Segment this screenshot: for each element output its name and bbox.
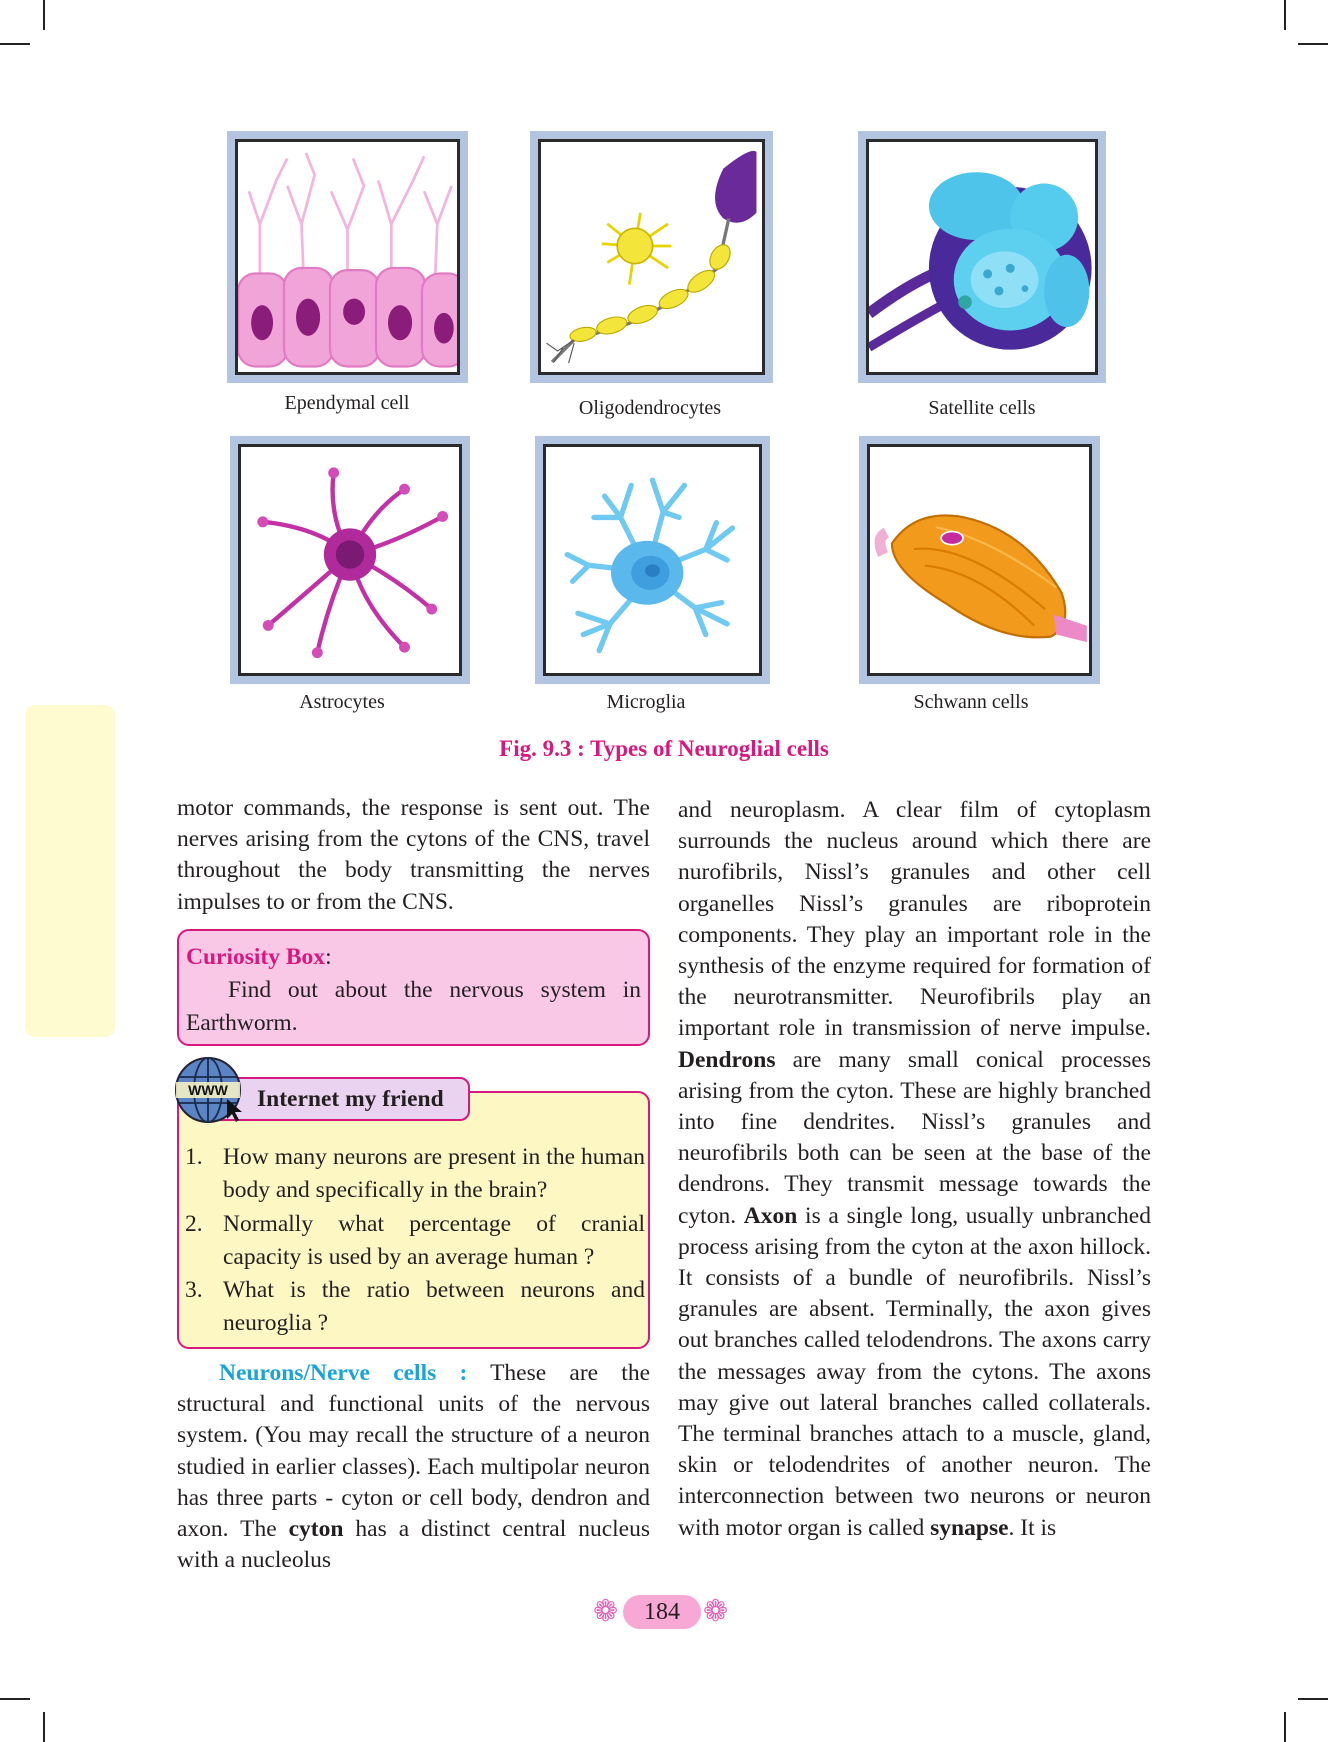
neurons-paragraph — [177, 1358, 650, 1576]
satellite-cell-illustration — [869, 142, 1095, 372]
internet-box-heading: Internet my friend — [200, 1077, 470, 1121]
globe-www-icon — [173, 1055, 247, 1129]
page-number-badge — [593, 1591, 733, 1633]
right-text: . It is — [1008, 1514, 1057, 1541]
neurons-section — [177, 1358, 650, 1576]
question-item — [185, 1141, 645, 1208]
figure-satellite-cells — [858, 131, 1106, 383]
crop-mark — [0, 43, 30, 45]
right-text: is a single long, usually unbranched process arising from the cyton at the axon hillock. It consists of a bundle of neurofibrils. Nissl’s granules are absent. Terminally, the axon gives out branches called telodendrons. The axons carry the messages away from the cytons. The axons may give out lateral branches called collaterals. The terminal branches attach to a muscle, gland, skin or telodendrites of another neuron. The interconnection between two neurons or neuron with motor organ is called — [678, 1202, 1151, 1541]
question-text: Normally what percentage of cranial capacity is used by an average human ? — [223, 1210, 645, 1270]
right-column — [678, 795, 1151, 1544]
term-synapse: synapse — [930, 1514, 1009, 1541]
caption-schwann-cells: Schwann cells — [913, 691, 1029, 713]
crop-mark — [43, 1712, 45, 1742]
crop-mark — [1284, 1712, 1286, 1742]
globe-www-label: WWW — [188, 1082, 228, 1098]
crop-mark — [1284, 0, 1286, 30]
caption-microglia: Microglia — [606, 691, 686, 713]
question-number: 1. — [185, 1144, 203, 1170]
caption-astrocytes: Astrocytes — [299, 691, 385, 713]
term-dendrons: Dendrons — [678, 1046, 776, 1073]
curiosity-box — [177, 929, 650, 1046]
flower-ornament-icon: ❁ — [703, 1595, 729, 1628]
crop-mark — [1298, 1698, 1328, 1700]
crop-mark — [1298, 43, 1328, 45]
oligodendrocyte-illustration — [541, 142, 762, 372]
neurons-term: Neurons/Nerve cells : — [219, 1360, 468, 1386]
crop-mark — [43, 0, 45, 30]
intro-paragraph: motor commands, the response is sent out. The nerves arising from the cytons of the CNS, travel throughout the body transmitting the nerves impulses to or from the CNS. — [177, 795, 650, 915]
neurons-text: has a distinct central nucleus with a nucleolus — [177, 1516, 650, 1574]
figure-title: Fig. 9.3 : Types of Neuroglial cells — [499, 736, 829, 761]
left-column — [177, 793, 650, 918]
caption-ependymal-cell: Ependymal cell — [284, 392, 410, 414]
question-number: 2. — [185, 1210, 203, 1237]
astrocyte-illustration — [241, 447, 459, 673]
question-text: What is the ratio between neurons and neuroglia ? — [223, 1277, 645, 1337]
question-item — [185, 1208, 645, 1275]
caption-satellite-cells: Satellite cells — [928, 397, 1036, 419]
figure-schwann-cells — [859, 436, 1100, 684]
caption-oligodendrocytes: Oligodendrocytes — [578, 397, 722, 419]
term-axon: Axon — [743, 1202, 798, 1229]
figure-microglia — [535, 436, 770, 684]
figure-ependymal-cell — [227, 131, 468, 383]
question-item — [185, 1274, 645, 1341]
figure-oligodendrocytes — [530, 131, 773, 383]
neurons-text: These are the structural and functional units of the nervous system. (You may recall the structure of a neuron studied in earlier classes). Each multipolar neuron has three parts - cyton or cell body, dendron and axon. The — [177, 1360, 650, 1543]
right-text: and neuroplasm. A clear film of cytoplasm surrounds the nucleus around which there are nurofibrils, Nissl’s granules and other cell organelles Nissl’s granules are riboprotein components. They play an important role in the synthesis of the enzyme required for formation of the neurotransmitter. Neurofibrils play an important role in transmission of nerve impulse. — [678, 797, 1151, 1042]
curiosity-box-colon: : — [325, 944, 332, 970]
question-number: 3. — [185, 1277, 203, 1304]
microglia-illustration — [546, 447, 759, 673]
curiosity-box-text: Find out about the nervous system in Earthworm. — [186, 977, 641, 1036]
right-text: are many small conical processes arising from the cyton. These are highly branched into fine dendrites. Nissl’s granules and neurofibrils both can be seen at the base of the dendrons. They transmit message towards the cyton. — [678, 1046, 1151, 1229]
page-number: 184 — [623, 1595, 701, 1629]
crop-mark — [0, 1698, 30, 1700]
question-text: How many neurons are present in the human body and specifically in the brain? — [223, 1144, 645, 1204]
curiosity-box-heading: Curiosity Box — [186, 944, 326, 970]
ependymal-cell-illustration — [238, 142, 457, 372]
right-paragraph — [678, 795, 1151, 1544]
question-list — [185, 1141, 645, 1341]
figure-astrocytes — [230, 436, 470, 684]
schwann-cell-illustration — [870, 447, 1089, 673]
term-cyton: cyton — [288, 1516, 344, 1543]
flower-ornament-icon: ❁ — [593, 1595, 619, 1628]
